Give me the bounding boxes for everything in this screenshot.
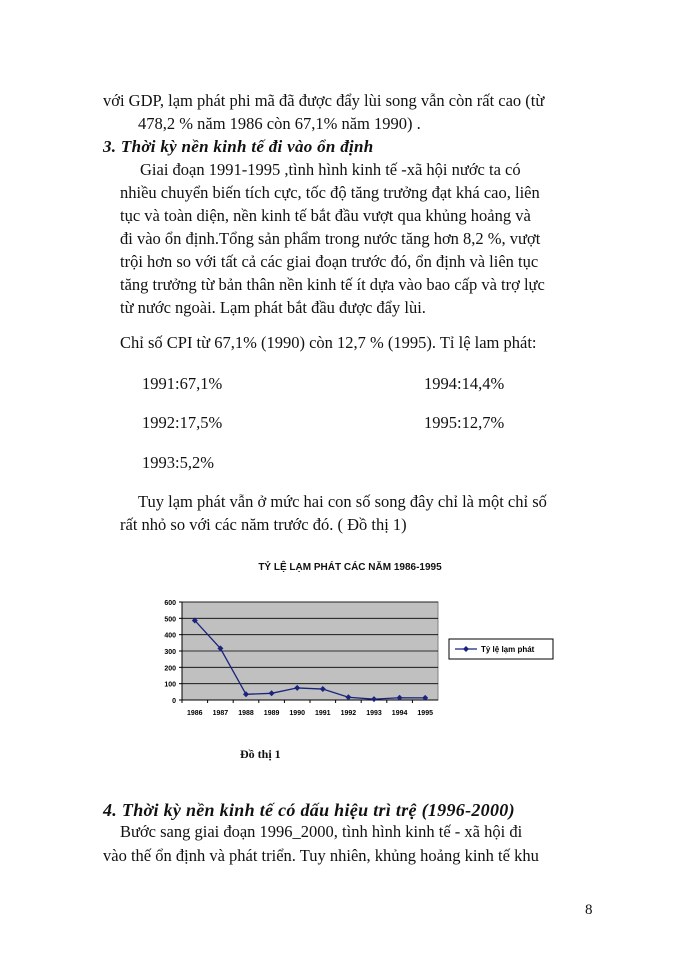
y-tick-label: 600 bbox=[164, 600, 176, 607]
x-tick-label: 1987 bbox=[212, 710, 229, 717]
x-tick-label: 1993 bbox=[366, 710, 382, 717]
section-3-line: từ nước ngoài. Lạm phát bắt đầu được đẩy lùi. bbox=[120, 298, 426, 317]
section-3-line: nhiều chuyển biến tích cực, tốc độ tăng trưởng đạt khá cao, liên bbox=[120, 183, 540, 202]
cpi-value-1992: 1992:17,5% bbox=[142, 413, 223, 432]
cpi-intro: Chỉ số CPI từ 67,1% (1990) còn 12,7 % (1995). Tỉ lệ lam phát: bbox=[120, 333, 537, 352]
conclusion-line-2: rất nhỏ so với các năm trước đó. ( Đồ thị 1) bbox=[120, 515, 407, 534]
section-3-line: tăng trưởng từ bản thân nền kinh tế ít dựa vào bao cấp và trợ lực bbox=[120, 275, 545, 294]
section-3-line: Giai đoạn 1991-1995 ,tình hình kinh tế -xã hội nước ta có bbox=[140, 160, 521, 179]
y-tick-label: 500 bbox=[164, 616, 176, 624]
cpi-value-1994: 1994:14,4% bbox=[424, 374, 505, 393]
chart-caption: Đồ thị 1 bbox=[240, 747, 281, 761]
intro-line-1: với GDP, lạm phát phi mã đã được đẩy lùi song vẫn còn rất cao (từ bbox=[103, 91, 545, 110]
x-tick-label: 1986 bbox=[187, 710, 203, 717]
y-tick-label: 300 bbox=[164, 649, 176, 656]
x-tick-label: 1994 bbox=[391, 710, 408, 717]
chart-title: TỶ LỆ LẠM PHÁT CÁC NĂM 1986-1995 bbox=[258, 562, 442, 573]
intro-line-2: 478,2 % năm 1986 còn 67,1% năm 1990) . bbox=[138, 114, 421, 133]
x-tick-label: 1989 bbox=[263, 710, 280, 717]
x-tick-label: 1990 bbox=[289, 710, 305, 717]
conclusion-line-1: Tuy lạm phát vẫn ở mức hai con số song đây chỉ là một chỉ số bbox=[138, 492, 547, 511]
x-tick-label: 1992 bbox=[340, 710, 357, 717]
cpi-value-1991: 1991:67,1% bbox=[142, 374, 223, 393]
y-tick-label: 200 bbox=[164, 665, 176, 673]
section-3-line: trội hơn so với tất cả các giai đoạn trước đó, ổn định và liên tục bbox=[120, 252, 539, 271]
page-number: 8 bbox=[585, 902, 593, 918]
section-4-line: Bước sang giai đoạn 1996_2000, tình hình kinh tế - xã hội đi bbox=[120, 822, 523, 841]
section-3-line: tục và toàn diện, nền kinh tế bắt đầu vượt qua khủng hoảng và bbox=[120, 206, 531, 225]
inflation-chart bbox=[0, 590, 700, 750]
x-tick-label: 1988 bbox=[238, 710, 254, 717]
x-tick-label: 1995 bbox=[417, 710, 433, 717]
y-tick-label: 100 bbox=[164, 681, 176, 689]
section-3-line: đi vào ổn định.Tổng sản phẩm trong nước tăng hơn 8,2 %, vượt bbox=[120, 229, 541, 248]
cpi-value-1993: 1993:5,2% bbox=[142, 453, 214, 472]
legend-label: Tỷ lệ lạm phát bbox=[481, 645, 535, 654]
section-3-heading: 3. Thời kỳ nền kinh tế đi vào ổn định bbox=[103, 137, 374, 156]
section-4-heading: 4. Thời kỳ nền kinh tế có dấu hiệu trì trệ (1996-2000) bbox=[103, 800, 515, 820]
cpi-value-1995: 1995:12,7% bbox=[424, 413, 505, 432]
y-tick-label: 400 bbox=[164, 632, 176, 640]
y-tick-label: 0 bbox=[172, 698, 176, 705]
x-tick-label: 1991 bbox=[315, 710, 331, 717]
section-4-line: vào thế ổn định và phát triển. Tuy nhiên, khủng hoảng kinh tế khu bbox=[103, 846, 539, 865]
